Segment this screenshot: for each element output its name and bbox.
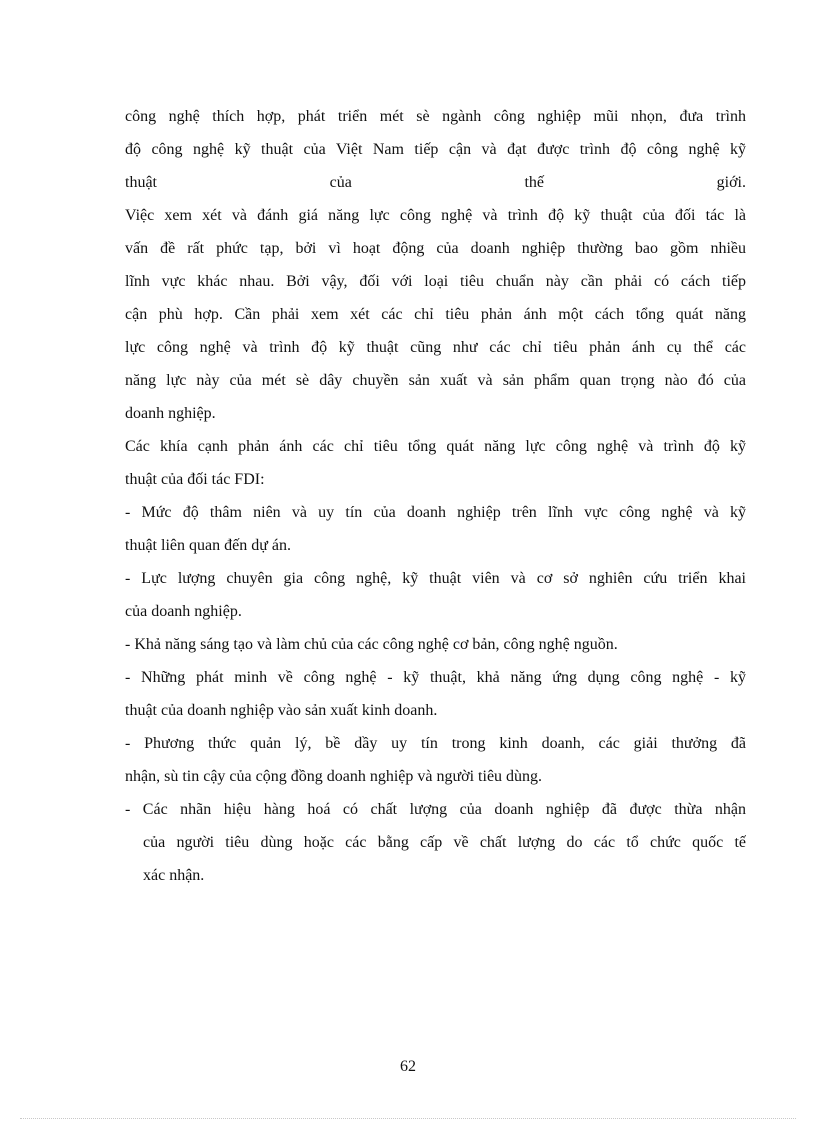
text-line: năng lực này của mét sè dây chuyền sản xuất và sản phẩm quan trọng nào đó của	[125, 372, 746, 389]
text-line: cận phù hợp. Cần phải xem xét các chỉ tiêu phản ánh một cách tổng quát năng	[125, 306, 746, 323]
text-line: nhận, sù tin cậy của cộng đồng doanh nghiệp và người tiêu dùng.	[125, 768, 543, 785]
text-line: Các khía cạnh phản ánh các chỉ tiêu tổng quát năng lực công nghệ và trình độ kỹ	[125, 438, 746, 455]
paragraph-continuation	[125, 100, 746, 199]
text-line: - Mức độ thâm niên và uy tín của doanh nghiệp trên lĩnh vực công nghệ và kỹ	[125, 504, 746, 521]
bullet-item	[125, 727, 746, 793]
page-body	[125, 100, 746, 892]
text-line: - Khả năng sáng tạo và làm chủ của các công nghệ cơ bản, công nghệ nguồn.	[125, 636, 618, 653]
bullet-item	[125, 628, 746, 661]
bullet-item	[125, 562, 746, 628]
text-line: doanh nghiệp.	[125, 405, 216, 422]
text-line: - Các nhãn hiệu hàng hoá có chất lượng của doanh nghiệp đã được thừa nhận	[125, 801, 746, 818]
text-line: lực công nghệ và trình độ kỹ thuật cũng như các chỉ tiêu phản ánh cụ thể các	[125, 339, 746, 356]
paragraph-evaluation	[125, 199, 746, 430]
text-line: của doanh nghiệp.	[125, 603, 242, 620]
text-line: xác nhận.	[143, 867, 205, 884]
page-bottom-divider	[20, 1118, 796, 1119]
text-line: thuật của đối tác FDI:	[125, 471, 265, 488]
text-line: lĩnh vực khác nhau. Bởi vậy, đối với loại tiêu chuẩn này cần phải có cách tiếp	[125, 273, 746, 290]
text-line: của người tiêu dùng hoặc các bằng cấp về chất lượng do các tổ chức quốc tế	[143, 834, 746, 851]
bullet-item	[125, 496, 746, 562]
text-line: - Lực lượng chuyên gia công nghệ, kỹ thuật viên và cơ sở nghiên cứu triển khai	[125, 570, 746, 587]
page-number: 62	[400, 1058, 416, 1075]
text-line: - Những phát minh về công nghệ - kỹ thuật, khả năng ứng dụng công nghệ - kỹ	[125, 669, 746, 686]
paragraph-aspects-intro	[125, 430, 746, 496]
text-line: thuật của thế giới.	[125, 174, 746, 191]
text-line: Việc xem xét và đánh giá năng lực công nghệ và trình độ kỹ thuật của đối tác là	[125, 207, 746, 224]
text-line: công nghệ thích hợp, phát triển mét sè ngành công nghiệp mũi nhọn, đưa trình	[125, 108, 746, 125]
bullet-item	[125, 793, 746, 892]
text-line: thuật liên quan đến dự án.	[125, 537, 291, 554]
bullet-item	[125, 661, 746, 727]
text-line: độ công nghệ kỹ thuật của Việt Nam tiếp cận và đạt được trình độ công nghệ kỹ	[125, 141, 746, 158]
text-line: vấn đề rất phức tạp, bởi vì hoạt động của doanh nghiệp thường bao gồm nhiều	[125, 240, 746, 257]
text-line: thuật của doanh nghiệp vào sản xuất kinh doanh.	[125, 702, 438, 719]
text-line: - Phương thức quản lý, bề dầy uy tín trong kinh doanh, các giải thưởng đã	[125, 735, 746, 752]
